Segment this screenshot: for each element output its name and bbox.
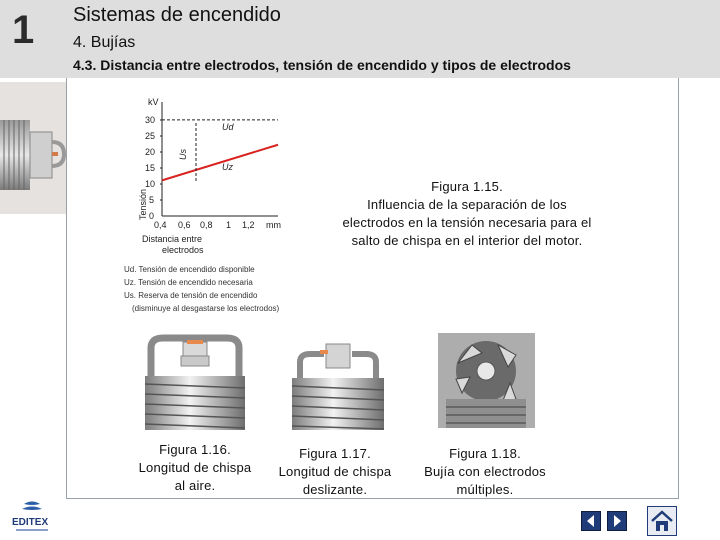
label-ud: Ud xyxy=(222,122,234,132)
chapter-number: 1 xyxy=(12,8,35,52)
caption-line: Figura 1.17. xyxy=(299,446,371,461)
caption-fig-1-15 xyxy=(326,178,608,250)
x-tick: 1,2 xyxy=(242,220,255,230)
x-tick: 1 xyxy=(226,220,232,230)
next-page-button[interactable] xyxy=(607,511,627,531)
page-subtitle: 4. Bujías xyxy=(73,34,136,51)
label-us: Us xyxy=(178,149,188,160)
legend-us-note: (disminuye al desgastarse los electrodos) xyxy=(132,304,280,313)
x-tick: mm xyxy=(266,220,281,230)
header-bar xyxy=(0,0,720,78)
spark-plug-sliding-spark-image xyxy=(290,340,386,430)
spark-plug-multi-electrode-image xyxy=(438,333,535,428)
y-unit-label: kV xyxy=(148,97,159,107)
caption-line: Figura 1.15. xyxy=(431,179,503,194)
x-axis-label-line2: electrodos xyxy=(162,245,204,255)
y-tick: 5 xyxy=(149,195,155,205)
caption-line: al aire. xyxy=(174,478,216,493)
next-arrow-icon xyxy=(608,512,626,530)
spark-plug-air-gap-image xyxy=(143,334,247,430)
y-tick: 10 xyxy=(145,179,156,189)
caption-line: Figura 1.18. xyxy=(449,446,521,461)
x-tick: 0,4 xyxy=(154,220,167,230)
editex-logo xyxy=(12,500,52,536)
caption-line: múltiples. xyxy=(456,482,514,497)
home-icon xyxy=(648,507,676,535)
caption-line: Longitud de chispa xyxy=(138,460,252,475)
caption-line: Influencia de la separación de los xyxy=(367,197,567,212)
legend-uz: Uz. Tensión de encendido necesaria xyxy=(124,278,253,287)
caption-line: salto de chispa en el interior del motor. xyxy=(351,233,583,248)
caption-fig-1-18 xyxy=(415,445,555,499)
home-button[interactable] xyxy=(647,506,677,536)
caption-fig-1-16 xyxy=(125,441,265,495)
legend-ud: Ud. Tensión de encendido disponible xyxy=(124,265,255,274)
caption-line: Figura 1.16. xyxy=(159,442,231,457)
caption-line: Bujía con electrodos xyxy=(424,464,546,479)
caption-line: Longitud de chispa xyxy=(278,464,392,479)
x-axis-label-line1: Distancia entre xyxy=(142,234,203,244)
label-uz: Uz xyxy=(222,162,233,172)
prev-arrow-icon xyxy=(582,512,600,530)
y-tick: 20 xyxy=(145,147,156,157)
x-tick: 0,8 xyxy=(200,220,213,230)
x-tick: 0,6 xyxy=(178,220,191,230)
page-title: Sistemas de encendido xyxy=(73,4,281,26)
section-title: 4.3. Distancia entre electrodos, tensión de encendido y tipos de electrodos xyxy=(73,57,571,73)
caption-fig-1-17 xyxy=(265,445,405,499)
y-tick: 25 xyxy=(145,131,156,141)
logo-text: EDITEX xyxy=(12,517,49,528)
y-axis-label: Tensión xyxy=(138,188,148,220)
caption-line: deslizante. xyxy=(302,482,368,497)
caption-line: electrodos en la tensión necesaria para el xyxy=(342,215,592,230)
spark-gap-voltage-chart xyxy=(118,92,303,322)
y-tick: 0 xyxy=(149,211,155,221)
prev-page-button[interactable] xyxy=(581,511,601,531)
spark-plug-side-image xyxy=(0,82,66,214)
legend-us: Us. Reserva de tensión de encendido xyxy=(124,291,258,300)
y-tick: 30 xyxy=(145,115,156,125)
y-tick: 15 xyxy=(145,163,156,173)
